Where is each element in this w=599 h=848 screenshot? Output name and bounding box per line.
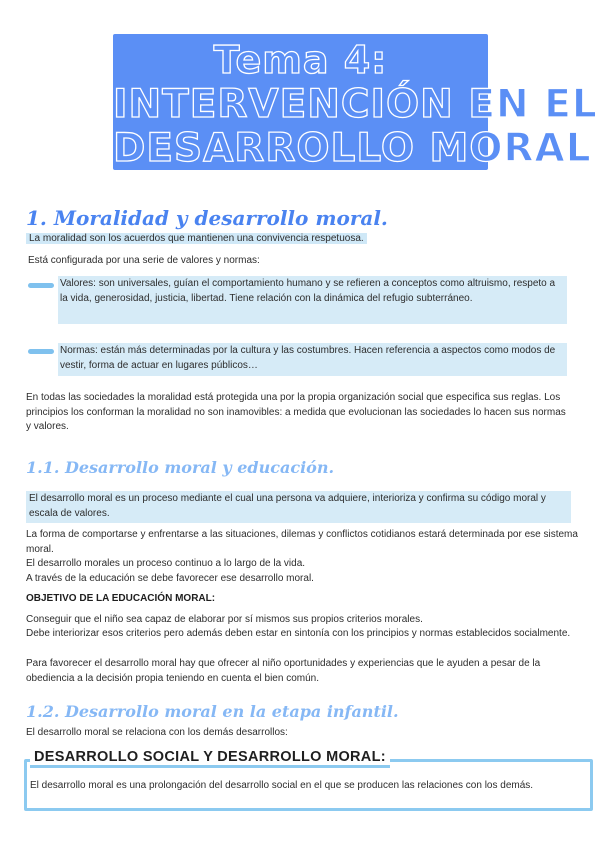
social-moral-box-title: DESARROLLO SOCIAL Y DESARROLLO MORAL: (30, 749, 390, 768)
valores-box: Valores: son universales, guían el comportamiento humano y se refieren a conceptos como altruismo, respeto a la vida, generosidad, justicia, libertad. Tiene relación con la dinámica del refugio subterráneo. (58, 276, 567, 324)
objetivo-item-2: Debe interiorizar esos criterios pero además deben estar en sintonía con los principios y normas establecidos socialmente. (26, 628, 571, 639)
educacion-favorecer-text: A través de la educación se debe favorecer ese desarrollo moral. (26, 573, 314, 584)
relaciona-text: El desarrollo moral se relaciona con los demás desarrollos: (26, 727, 288, 738)
objetivo-title: OBJETIVO DE LA EDUCACIÓN MORAL: (26, 593, 216, 604)
title-banner (113, 34, 598, 171)
configured-text: Está configurada por una serie de valores y normas: (28, 255, 260, 266)
normas-box: Normas: están más determinadas por la cultura y las costumbres. Hacen referencia a aspectos como modos de vestir, forma de actuar en lugares públicos… (58, 343, 567, 376)
title-line-3: DESARROLLO MORAL (113, 126, 592, 171)
section-1-heading: 1. Moralidad y desarrollo moral. (26, 206, 388, 230)
comportarse-paragraph: La forma de comportarse y enfrentarse a las situaciones, dilemas y conflictos cotidianos estará determinada por ese sistema moral. (26, 529, 578, 555)
moralidad-definition-text: La moralidad son los acuerdos que mantienen una convivencia respetuosa. (26, 233, 367, 244)
desarrollo-moral-definition-box: El desarrollo moral es un proceso mediante el cual una persona va adquiere, interioriza y confirma su código moral y escala de valores. (26, 491, 571, 523)
proceso-continuo-text: El desarrollo morales un proceso continuo a lo largo de la vida. (26, 558, 306, 569)
bullet-pill-normas (28, 349, 54, 354)
title-line-2: INTERVENCIÓN EN EL (113, 82, 598, 127)
moralidad-definition (26, 232, 367, 247)
objetivo-item-3: Para favorecer el desarrollo moral hay que ofrecer al niño oportunidades y experiencias que le ayuden a pesar de la obediencia a la decisión propia teniendo en cuenta el bien común. (26, 658, 541, 684)
objetivo-item-1: Conseguir que el niño sea capaz de elaborar por sí mismos sus propios criterios morales. (26, 614, 423, 625)
section-1-2-heading: 1.2. Desarrollo moral en la etapa infantil. (26, 702, 399, 721)
section-1-1-heading: 1.1. Desarrollo moral y educación. (26, 458, 335, 477)
sociedades-paragraph: En todas las sociedades la moralidad está protegida una por la propia organización social que especifica sus reglas. Los principios los conforman la moralidad no son inamovibles: a medida que evolucionan las sociedades lo hacen sus normas y valores. (26, 392, 566, 432)
title-line-1: Tema 4: (213, 38, 388, 82)
social-moral-box-text: El desarrollo moral es una prolongación del desarrollo social en el que se producen las relaciones con los demás. (30, 780, 534, 791)
bullet-pill-valores (28, 283, 54, 288)
